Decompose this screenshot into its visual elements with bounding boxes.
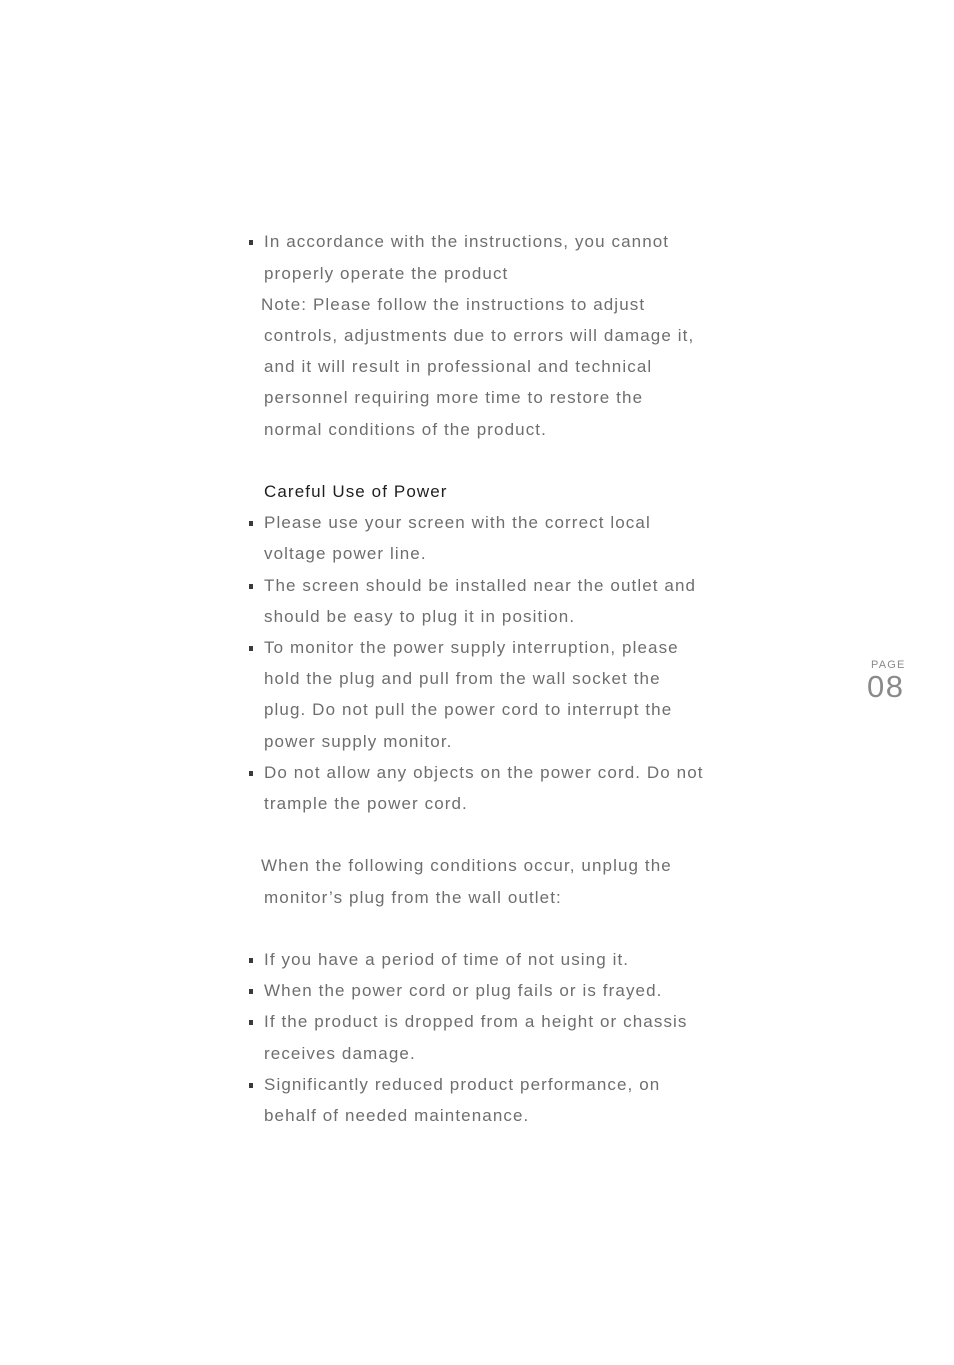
section-heading: Careful Use of Power (264, 482, 448, 501)
list-item-text: voltage power line. (264, 544, 427, 563)
list-item-text: behalf of needed maintenance. (264, 1106, 530, 1125)
list-item-text: properly operate the product (264, 264, 509, 283)
list-item-text: receives damage. (264, 1044, 416, 1063)
bullet-marker (249, 958, 253, 963)
note-text: controls, adjustments due to errors will damage it, (264, 326, 695, 345)
page-label: PAGE (871, 659, 906, 671)
list-item-text: In accordance with the instructions, you cannot (264, 232, 670, 251)
bullet-marker (249, 646, 253, 651)
bullet-marker (249, 584, 253, 589)
list-item-text: If the product is dropped from a height or chassis (264, 1012, 688, 1031)
list-item-text: power supply monitor. (264, 732, 453, 751)
list-item-text: Do not allow any objects on the power cord. Do not (264, 763, 704, 782)
intro-text: When the following conditions occur, unplug the (261, 856, 672, 875)
list-item-text: trample the power cord. (264, 794, 468, 813)
bullet-marker (249, 1020, 253, 1025)
bullet-marker (249, 521, 253, 526)
note-text: Note: Please follow the instructions to adjust (261, 295, 646, 314)
bullet-marker (249, 240, 253, 245)
bullet-marker (249, 771, 253, 776)
intro-text: monitor’s plug from the wall outlet: (264, 888, 562, 907)
list-item-text: If you have a period of time of not using it. (264, 950, 630, 969)
list-item-text: should be easy to plug it in position. (264, 607, 576, 626)
page-number: 08 (867, 669, 905, 704)
list-item-text: plug. Do not pull the power cord to interrupt the (264, 700, 673, 719)
list-item-text: To monitor the power supply interruption, please (264, 638, 679, 657)
list-item-text: Significantly reduced product performance, on (264, 1075, 661, 1094)
bullet-marker (249, 1083, 253, 1088)
bullet-marker (249, 989, 253, 994)
note-text: personnel requiring more time to restore the (264, 388, 644, 407)
list-item-text: The screen should be installed near the outlet and (264, 576, 697, 595)
list-item-text: Please use your screen with the correct local (264, 513, 651, 532)
note-text: normal conditions of the product. (264, 420, 547, 439)
list-item-text: When the power cord or plug fails or is frayed. (264, 981, 663, 1000)
note-text: and it will result in professional and technical (264, 357, 653, 376)
list-item-text: hold the plug and pull from the wall socket the (264, 669, 661, 688)
